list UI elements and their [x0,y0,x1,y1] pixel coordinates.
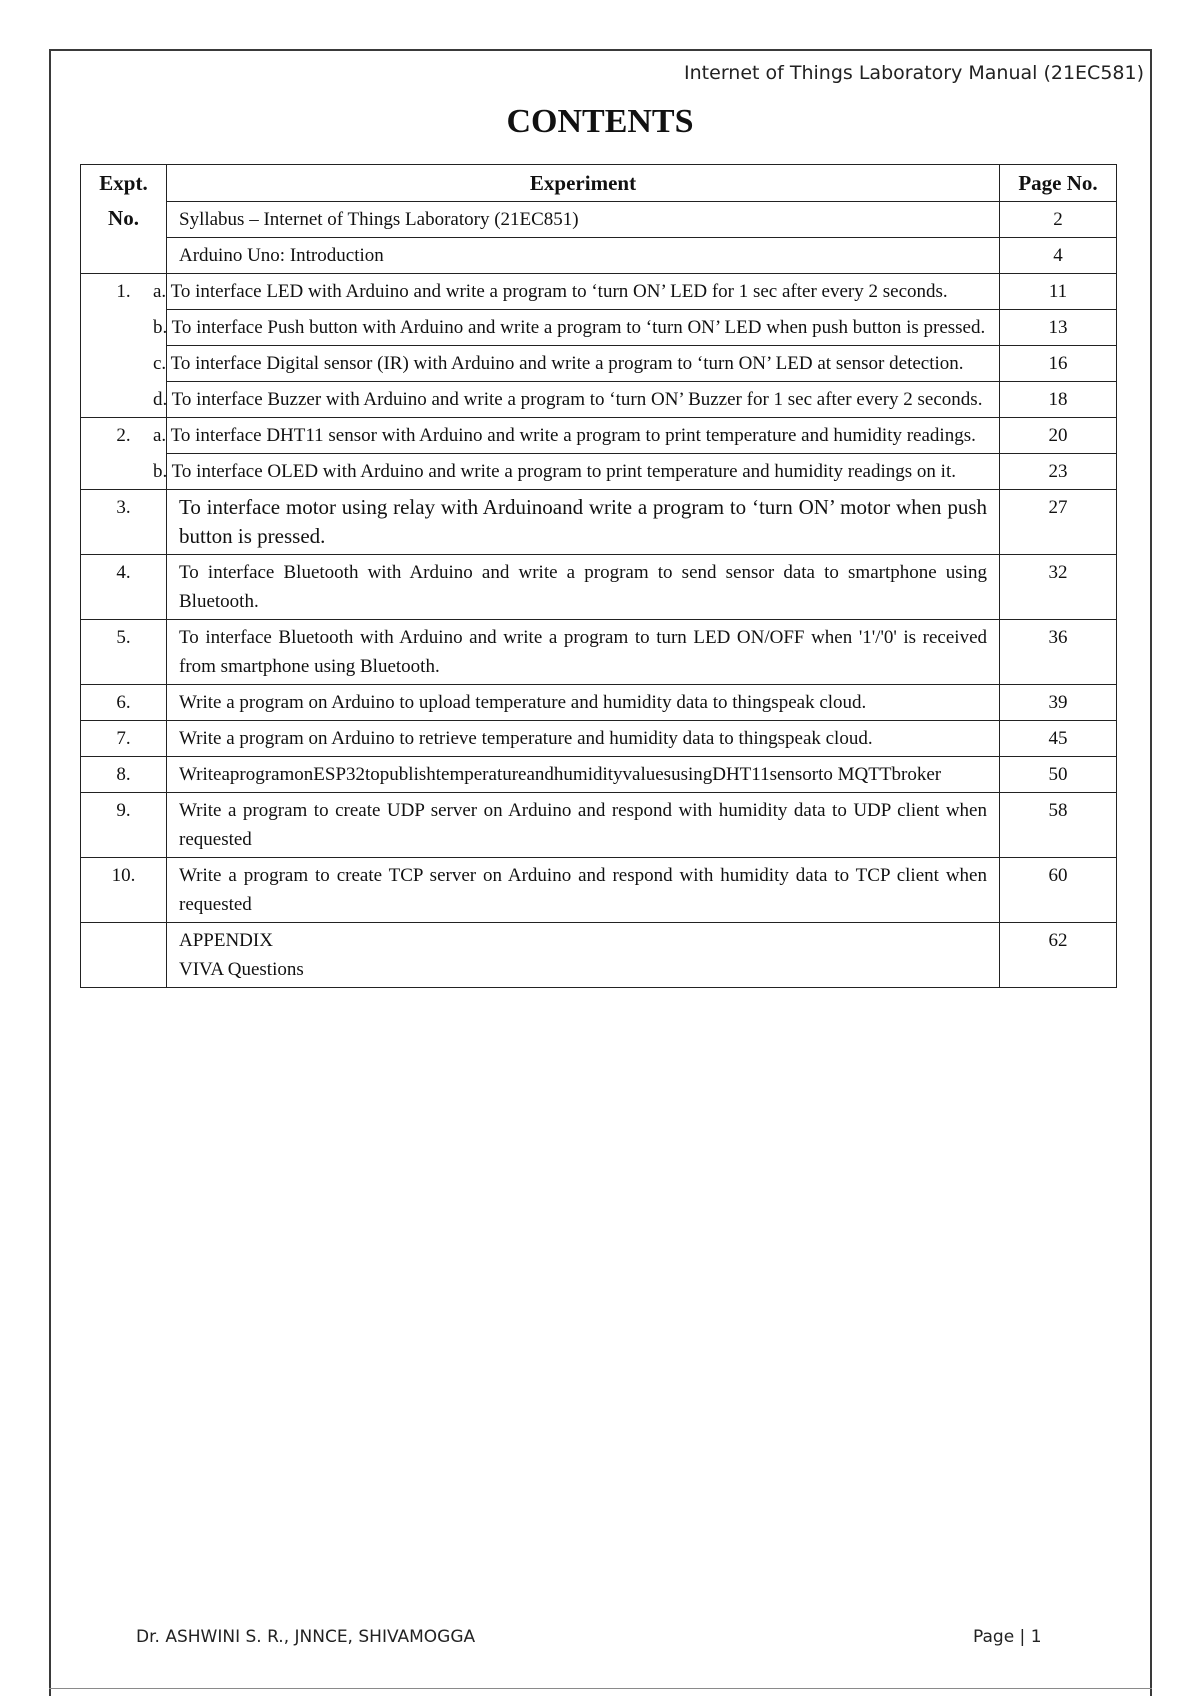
header-expt-no: Expt. No. [81,165,167,274]
experiment-cell [167,923,1000,988]
page-cell: 36 [1000,620,1117,685]
footer-author: Dr. ASHWINI S. R., JNNCE, SHIVAMOGGA [136,1627,476,1647]
page-cell: 58 [1000,793,1117,858]
header-page-no: Page No. [1000,165,1117,202]
page-cell: 45 [1000,721,1117,757]
experiment-cell: Write a program on Arduino to upload temperature and humidity data to thingspeak cloud. [167,685,1000,721]
table-row [81,793,1117,858]
viva-label: VIVA Questions [179,959,304,980]
table-row [81,382,1117,418]
page-cell: 50 [1000,757,1117,793]
contents-table [80,164,1117,988]
expt-no-cell: 10. [81,858,167,923]
expt-no-cell: 5. [81,620,167,685]
page-cell: 2 [1000,202,1117,238]
table-row [81,346,1117,382]
experiment-cell: To interface Bluetooth with Arduino and write a program to send sensor data to smartphone using Bluetooth. [167,555,1000,620]
expt-no-cell: 7. [81,721,167,757]
page-cell: 11 [1000,274,1117,310]
table-row [81,923,1117,988]
table-row [81,721,1117,757]
page-cell: 27 [1000,490,1117,555]
table-row [81,202,1117,238]
page-cell: 32 [1000,555,1117,620]
table-row [81,418,1117,454]
expt-no-cell: 4. [81,555,167,620]
table-row [81,310,1117,346]
page-cell: 13 [1000,310,1117,346]
page-cell: 23 [1000,454,1117,490]
page-cell: 16 [1000,346,1117,382]
experiment-cell: a. To interface DHT11 sensor with Arduino and write a program to print temperature and humidity readings. [167,418,1000,454]
experiment-cell: Write a program to create TCP server on Arduino and respond with humidity data to TCP client when requested [167,858,1000,923]
appendix-label: APPENDIX [179,930,273,951]
running-header: Internet of Things Laboratory Manual (21EC581) [684,62,1144,84]
page-cell: 20 [1000,418,1117,454]
table-row [81,454,1117,490]
experiment-cell: a. To interface LED with Arduino and write a program to ‘turn ON’ LED for 1 sec after every 2 seconds. [167,274,1000,310]
page-cell: 18 [1000,382,1117,418]
table-row [81,490,1117,555]
experiment-cell: b. To interface Push button with Arduino and write a program to ‘turn ON’ LED when push button is pressed. [167,310,1000,346]
experiment-cell: b. To interface OLED with Arduino and write a program to print temperature and humidity readings on it. [167,454,1000,490]
experiment-cell: Write a program to create UDP server on Arduino and respond with humidity data to UDP client when requested [167,793,1000,858]
experiment-cell: d. To interface Buzzer with Arduino and write a program to ‘turn ON’ Buzzer for 1 sec after every 2 seconds. [167,382,1000,418]
table-header-row [81,165,1117,202]
table-row [81,620,1117,685]
expt-no-cell: 2. [81,418,167,490]
page-title: CONTENTS [506,103,694,140]
page-cell: 60 [1000,858,1117,923]
header-experiment: Experiment [167,165,1000,202]
expt-no-cell: 9. [81,793,167,858]
expt-no-cell: 3. [81,490,167,555]
expt-no-cell: 6. [81,685,167,721]
expt-no-cell: 8. [81,757,167,793]
page-bottom-rule [49,1688,1152,1689]
footer-page-number: Page | 1 [973,1627,1042,1647]
experiment-cell: Arduino Uno: Introduction [167,238,1000,274]
table-row [81,555,1117,620]
experiment-cell: WriteaprogramonESP32topublishtemperatureandhumidityvaluesusingDHT11sensorto MQTTbroker [167,757,1000,793]
experiment-cell: To interface Bluetooth with Arduino and write a program to turn LED ON/OFF when '1'/'0' is received from smartphone using Bluetooth. [167,620,1000,685]
table-row [81,685,1117,721]
table-row [81,757,1117,793]
table-row [81,274,1117,310]
table-row [81,238,1117,274]
page-cell: 39 [1000,685,1117,721]
experiment-cell: Write a program on Arduino to retrieve temperature and humidity data to thingspeak cloud. [167,721,1000,757]
expt-no-cell [81,923,167,988]
experiment-cell: c. To interface Digital sensor (IR) with Arduino and write a program to ‘turn ON’ LED at sensor detection. [167,346,1000,382]
table-row [81,858,1117,923]
expt-no-cell: 1. [81,274,167,418]
experiment-cell: To interface motor using relay with Arduinoand write a program to ‘turn ON’ motor when push button is pressed. [167,490,1000,555]
page-cell: 4 [1000,238,1117,274]
experiment-cell: Syllabus – Internet of Things Laboratory (21EC851) [167,202,1000,238]
page-cell: 62 [1000,923,1117,988]
